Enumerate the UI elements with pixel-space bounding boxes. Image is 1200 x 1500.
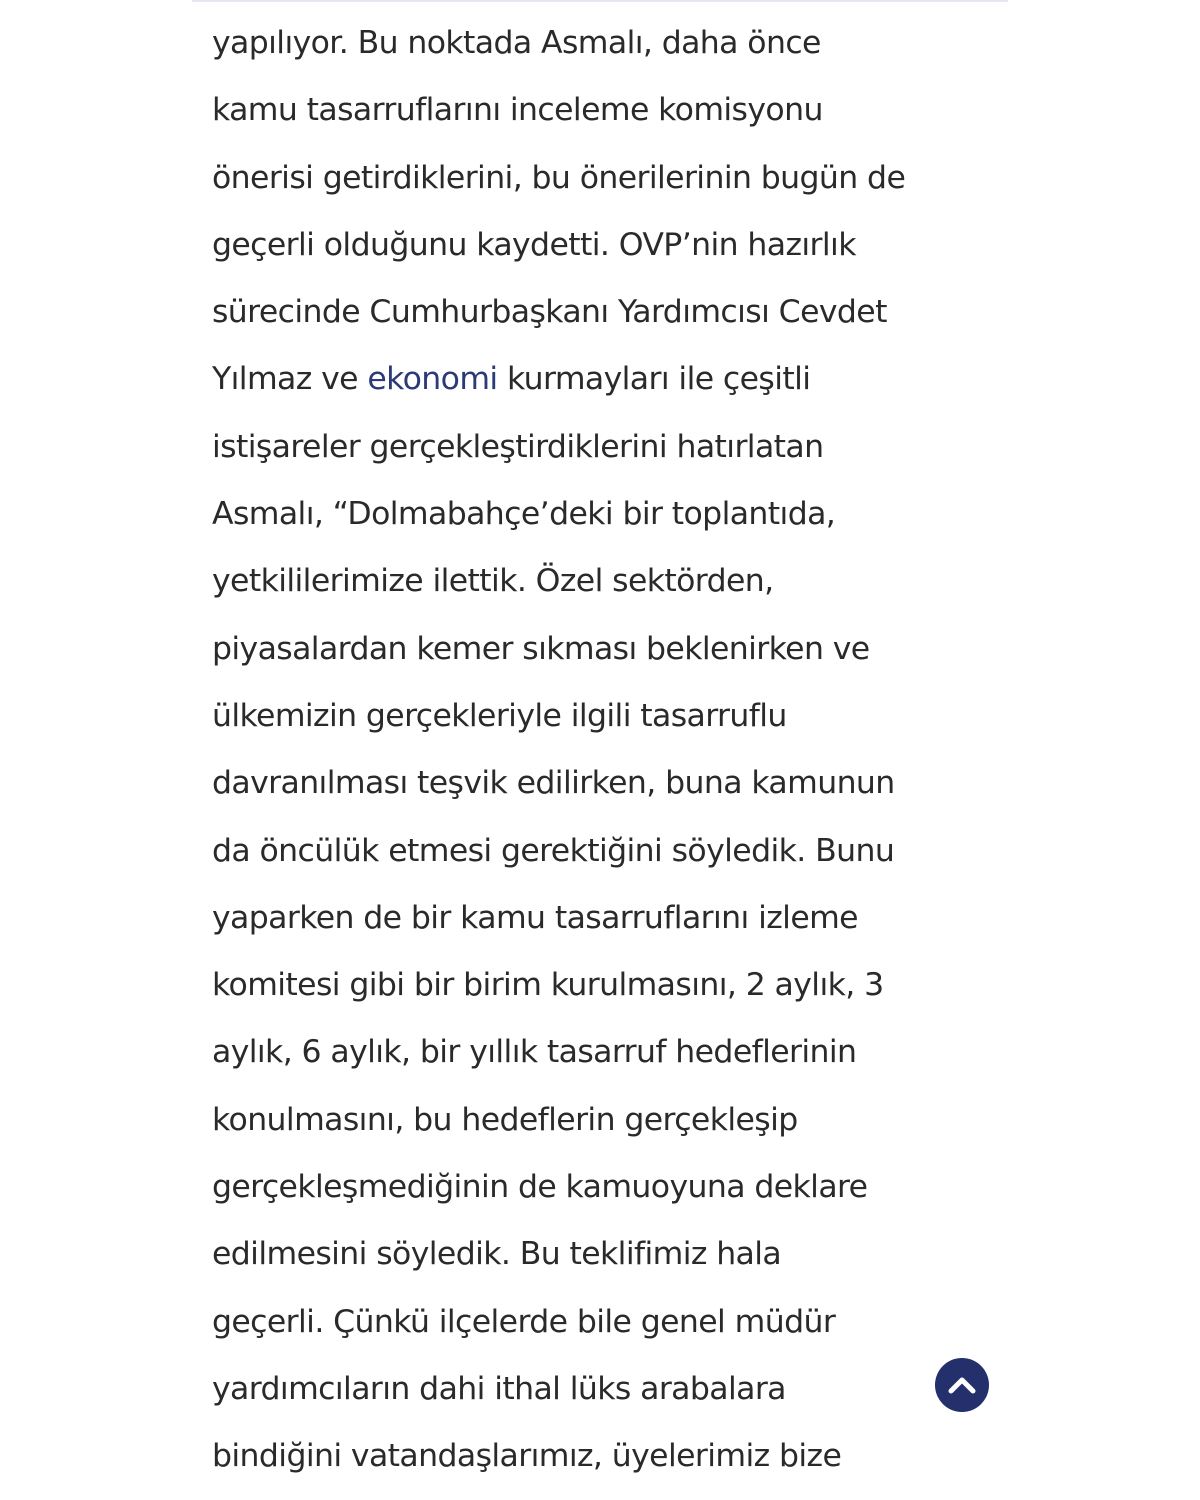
article-text: Yılmaz ve (212, 361, 368, 398)
article-line: konulmasını, bu hedeflerin gerçekleşip (212, 1101, 798, 1138)
article-line-with-link (212, 346, 1002, 413)
article-line: edilmesini söyledik. Bu teklifimiz hala (212, 1236, 782, 1273)
article-line: yardımcıların dahi ithal lüks arabalara (212, 1370, 786, 1407)
article-line: yetkililerimize ilettik. Özel sektörden, (212, 563, 774, 600)
article-line: geçerli olduğunu kaydetti. OVP’nin hazırlık (212, 226, 856, 263)
article-line: bindiğini vatandaşlarımız, üyelerimiz bize (212, 1438, 842, 1475)
article-line: piyasalardan kemer sıkması beklenirken ve (212, 630, 870, 667)
article-line: aylık, 6 aylık, bir yıllık tasarruf hedeflerinin (212, 1034, 857, 1071)
ekonomi-link[interactable]: ekonomi (367, 361, 498, 398)
article-line: da öncülük etmesi gerektiğini söyledik. Bunu (212, 832, 895, 869)
article-line: Asmalı, “Dolmabahçe’deki bir toplantıda, (212, 496, 836, 533)
article-line: komitesi gibi bir birim kurulmasını, 2 aylık, 3 (212, 967, 884, 1004)
article-line: önerisi getirdiklerini, bu önerilerinin bugün de (212, 159, 906, 196)
article-line: ülkemizin gerçekleriyle ilgili tasarruflu (212, 697, 787, 734)
article-line: kamu tasarruflarını inceleme komisyonu (212, 92, 823, 129)
chevron-up-icon (947, 1375, 977, 1395)
article-line: davranılması teşvik edilirken, buna kamunun (212, 765, 895, 802)
scroll-to-top-button[interactable] (935, 1358, 989, 1412)
article-line: gerçekleşmediğinin de kamuoyuna deklare (212, 1169, 868, 1206)
article-line: sürecinde Cumhurbaşkanı Yardımcısı Cevdet (212, 294, 887, 331)
article-line: yapılıyor. Bu noktada Asmalı, daha önce (212, 25, 821, 61)
article-text: kurmayları ile çeşitli (497, 361, 811, 398)
top-divider (192, 0, 1008, 2)
article-body (212, 10, 1002, 1491)
article-line: geçerli. Çünkü ilçelerde bile genel müdür (212, 1303, 836, 1340)
article-line: yaparken de bir kamu tasarruflarını izleme (212, 899, 858, 936)
article-line: istişareler gerçekleştirdiklerini hatırlatan (212, 428, 824, 465)
